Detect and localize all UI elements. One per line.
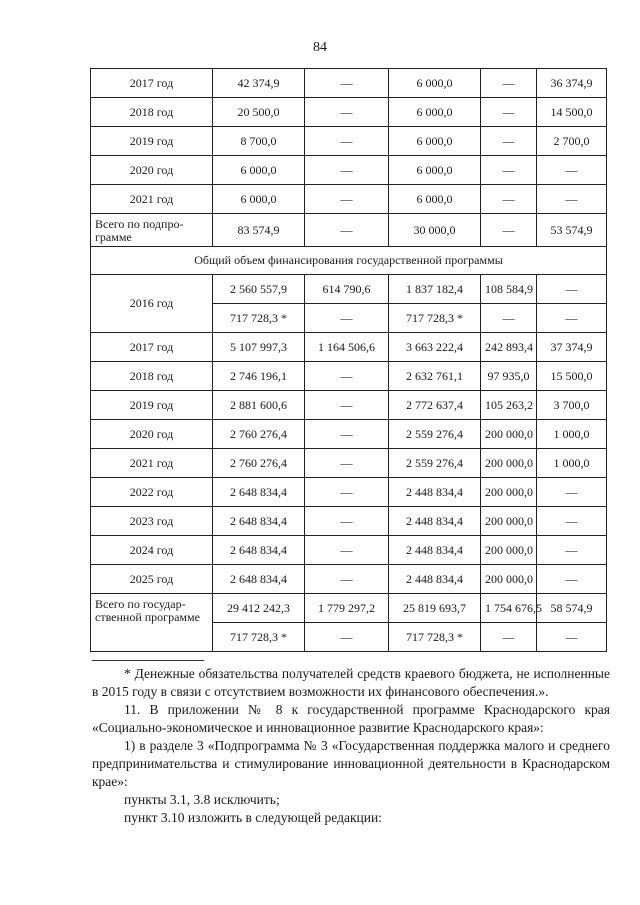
table-cell: —: [537, 275, 607, 304]
table-cell: —: [537, 156, 607, 185]
table-cell: —: [305, 304, 389, 333]
table-cell: 200 000,0: [481, 449, 537, 478]
row-label: 2023 год: [91, 507, 213, 536]
financing-table: [90, 68, 607, 652]
table-row: [91, 362, 607, 391]
row-label: 2018 год: [91, 98, 213, 127]
table-cell: 242 893,4: [481, 333, 537, 362]
table-cell: 2 648 834,4: [213, 507, 305, 536]
table-cell: 83 574,9: [213, 214, 305, 247]
table-cell: 2 881 600,6: [213, 391, 305, 420]
table-cell: 1 000,0: [537, 449, 607, 478]
row-label: 2016 год: [91, 275, 213, 333]
table-cell: 37 374,9: [537, 333, 607, 362]
table-row: [91, 214, 607, 247]
table-row: [91, 185, 607, 214]
table-cell: —: [305, 185, 389, 214]
footnote: * Денежные обязательства получателей средств краевого бюджета, не исполненные в 2015 году в связи с отсутствием возможности их финансового обеспечения.».: [92, 666, 610, 699]
row-label: 2017 год: [91, 69, 213, 98]
table-cell: —: [305, 449, 389, 478]
table-cell: —: [305, 69, 389, 98]
table-cell: —: [481, 185, 537, 214]
table-cell: 717 728,3 *: [389, 623, 481, 652]
table-cell: 3 700,0: [537, 391, 607, 420]
table-cell: —: [305, 565, 389, 594]
table-cell: —: [537, 304, 607, 333]
table-cell: 2 448 834,4: [389, 536, 481, 565]
table-cell: 25 819 693,7: [389, 594, 481, 623]
table-cell: 6 000,0: [213, 156, 305, 185]
table-cell: 42 374,9: [213, 69, 305, 98]
table-cell: —: [305, 98, 389, 127]
row-label: 2024 год: [91, 536, 213, 565]
table-cell: 6 000,0: [213, 185, 305, 214]
table-cell: —: [537, 623, 607, 652]
table-cell: 2 760 276,4: [213, 449, 305, 478]
table-cell: —: [537, 565, 607, 594]
table-cell: 5 107 997,3: [213, 333, 305, 362]
table-cell: 58 574,9: [537, 594, 607, 623]
row-label: 2020 год: [91, 156, 213, 185]
table-cell: 30 000,0: [389, 214, 481, 247]
section-title: Общий объем финансирования государственной программы: [91, 247, 607, 275]
table-cell: 1 164 506,6: [305, 333, 389, 362]
table-cell: 3 663 222,4: [389, 333, 481, 362]
table-cell: 53 574,9: [537, 214, 607, 247]
table-cell: 105 263,2: [481, 391, 537, 420]
table-cell: 2 560 557,9: [213, 275, 305, 304]
paragraph-points-excluded: пункты 3.1, 3.8 исключить;: [124, 792, 280, 807]
row-label: 2020 год: [91, 420, 213, 449]
table-cell: —: [305, 127, 389, 156]
table-cell: 1 837 182,4: [389, 275, 481, 304]
table-cell: 97 935,0: [481, 362, 537, 391]
footnote-separator: [92, 660, 204, 661]
table-cell: 200 000,0: [481, 507, 537, 536]
table-cell: 2 448 834,4: [389, 478, 481, 507]
table-cell: —: [305, 420, 389, 449]
table-cell: 200 000,0: [481, 536, 537, 565]
table-cell: 2 772 637,4: [389, 391, 481, 420]
row-label: 2022 год: [91, 478, 213, 507]
table-cell: 15 500,0: [537, 362, 607, 391]
table-cell: —: [305, 536, 389, 565]
table-cell: 717 728,3 *: [213, 304, 305, 333]
table-row: [91, 536, 607, 565]
table-cell: —: [481, 69, 537, 98]
table-cell: 717 728,3 *: [213, 623, 305, 652]
table-cell: 8 700,0: [213, 127, 305, 156]
table-cell: 6 000,0: [389, 185, 481, 214]
table-cell: —: [305, 391, 389, 420]
table-cell: 6 000,0: [389, 156, 481, 185]
table-row: [91, 449, 607, 478]
table-cell: 2 559 276,4: [389, 449, 481, 478]
table-cell: 2 448 834,4: [389, 565, 481, 594]
table-row: [91, 69, 607, 98]
table-cell: —: [537, 185, 607, 214]
table-cell: 200 000,0: [481, 420, 537, 449]
page-number: 84: [313, 40, 327, 55]
row-label: 2019 год: [91, 391, 213, 420]
table-cell: 2 448 834,4: [389, 507, 481, 536]
table-cell: —: [305, 623, 389, 652]
table-cell: 2 700,0: [537, 127, 607, 156]
table-cell: 717 728,3 *: [389, 304, 481, 333]
table-cell: 1 779 297,2: [305, 594, 389, 623]
table-cell: —: [481, 304, 537, 333]
table-cell: 6 000,0: [389, 69, 481, 98]
table-cell: 108 584,9: [481, 275, 537, 304]
table-cell: 1 754 676,5: [481, 594, 537, 623]
table-row: [91, 98, 607, 127]
paragraph-item-11: 11. В приложении № 8 к государственной программе Краснодарского края «Социально-экономическое и инновационное развитие Краснодарского края»:: [92, 702, 610, 735]
table-row: [91, 478, 607, 507]
table-cell: 2 632 761,1: [389, 362, 481, 391]
table-row: [91, 594, 607, 623]
table-cell: 2 648 834,4: [213, 478, 305, 507]
table-cell: —: [537, 478, 607, 507]
document-text: [92, 660, 610, 827]
financing-table-body: [91, 69, 607, 652]
table-cell: —: [305, 156, 389, 185]
table-cell: —: [481, 623, 537, 652]
table-cell: 2 648 834,4: [213, 565, 305, 594]
table-cell: 2 746 196,1: [213, 362, 305, 391]
table-cell: 200 000,0: [481, 478, 537, 507]
row-label: 2017 год: [91, 333, 213, 362]
table-cell: —: [481, 127, 537, 156]
row-label: 2025 год: [91, 565, 213, 594]
table-cell: 14 500,0: [537, 98, 607, 127]
table-cell: 200 000,0: [481, 565, 537, 594]
table-cell: —: [305, 362, 389, 391]
table-cell: 29 412 242,3: [213, 594, 305, 623]
paragraph-item-1: 1) в разделе 3 «Подпрограмма № 3 «Государственная поддержка малого и среднего предпринимательства и стимулирование инновационной деятельности в Краснодарском крае»:: [92, 738, 610, 789]
row-label: 2021 год: [91, 449, 213, 478]
table-row: [91, 333, 607, 362]
table-cell: 6 000,0: [389, 98, 481, 127]
table-cell: 614 790,6: [305, 275, 389, 304]
table-cell: 6 000,0: [389, 127, 481, 156]
row-label: Всего по государ- ственной программе: [91, 594, 213, 652]
table-cell: —: [305, 478, 389, 507]
table-cell: —: [537, 536, 607, 565]
row-label: 2019 год: [91, 127, 213, 156]
table-cell: —: [305, 214, 389, 247]
table-cell: —: [481, 98, 537, 127]
table-cell: 36 374,9: [537, 69, 607, 98]
row-label: 2018 год: [91, 362, 213, 391]
table-cell: 2 648 834,4: [213, 536, 305, 565]
table-cell: 20 500,0: [213, 98, 305, 127]
table-row: [91, 565, 607, 594]
paragraph-point-3-10: пункт 3.10 изложить в следующей редакции:: [124, 810, 382, 825]
table-cell: 1 000,0: [537, 420, 607, 449]
table-row: [91, 507, 607, 536]
table-row: [91, 420, 607, 449]
table-row: [91, 275, 607, 304]
table-cell: —: [481, 214, 537, 247]
section-header-row: [91, 247, 607, 275]
table-row: [91, 127, 607, 156]
row-label: Всего по подпро- грамме: [91, 214, 213, 247]
table-cell: —: [481, 156, 537, 185]
table-cell: 2 760 276,4: [213, 420, 305, 449]
table-cell: —: [537, 507, 607, 536]
table-row: [91, 391, 607, 420]
table-cell: 2 559 276,4: [389, 420, 481, 449]
table-cell: —: [305, 507, 389, 536]
row-label: 2021 год: [91, 185, 213, 214]
table-row: [91, 156, 607, 185]
